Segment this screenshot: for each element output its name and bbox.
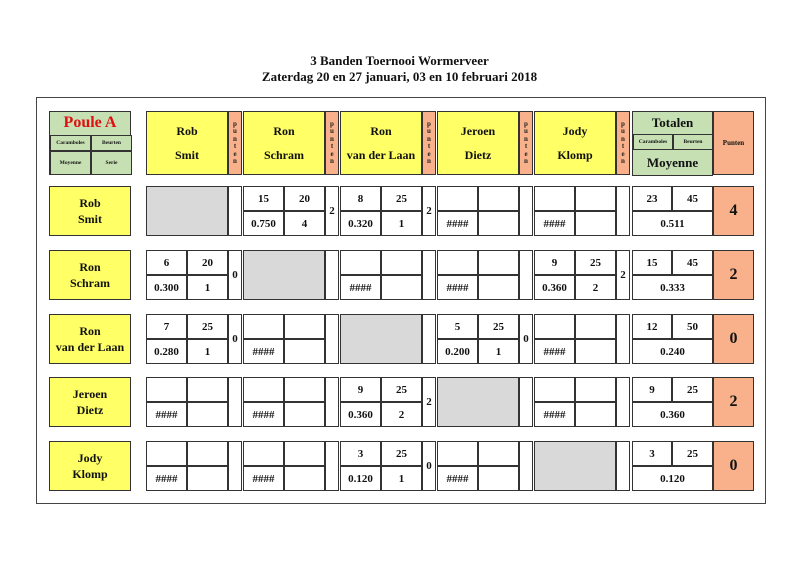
- serie-cell: [284, 339, 325, 364]
- total-moyenne: 0.511: [632, 211, 713, 236]
- beurten-cell: 25: [381, 441, 422, 466]
- moyenne-cell: ####: [243, 402, 284, 427]
- column-header-last-name: van der Laan: [346, 148, 416, 162]
- caramboles-cell: [340, 250, 381, 275]
- match-points: [228, 377, 242, 427]
- caramboles-cell: 7: [146, 314, 187, 339]
- punten-column-header: p u n t e n: [616, 111, 630, 175]
- moyenne-cell: ####: [534, 402, 575, 427]
- serie-cell: [575, 402, 616, 427]
- match-points: [325, 441, 339, 491]
- moyenne-cell: 0.360: [534, 275, 575, 300]
- totals-title: Totalen: [651, 115, 694, 130]
- caramboles-cell: 15: [243, 186, 284, 211]
- match-points: [228, 441, 242, 491]
- row-player-name: [49, 441, 131, 491]
- serie-cell: 1: [381, 466, 422, 491]
- match-points: 0: [422, 441, 436, 491]
- row-first-name: Jody: [77, 451, 103, 465]
- total-caramboles: 3: [632, 441, 672, 466]
- total-beurten: 45: [672, 186, 713, 211]
- serie-cell: 1: [478, 339, 519, 364]
- match-points: 2: [616, 250, 630, 300]
- total-beurten: 45: [672, 250, 713, 275]
- beurten-cell: 20: [284, 186, 325, 211]
- column-header-last-name: Klomp: [557, 148, 593, 162]
- column-header-first-name: Ron: [273, 124, 295, 138]
- serie-cell: [478, 466, 519, 491]
- moyenne-cell: ####: [534, 211, 575, 236]
- match-points: [616, 441, 630, 491]
- row-first-name: Jeroen: [72, 387, 108, 401]
- row-last-name: van der Laan: [55, 340, 125, 354]
- punten-column-header: p u n t e n: [228, 111, 242, 175]
- beurten-cell: [478, 441, 519, 466]
- caramboles-cell: 8: [340, 186, 381, 211]
- match-points: 2: [325, 186, 339, 236]
- punten-column-header: p u n t e n: [325, 111, 339, 175]
- moyenne-cell: ####: [437, 211, 478, 236]
- moyenne-cell: 0.750: [243, 211, 284, 236]
- match-points: [616, 186, 630, 236]
- beurten-cell: [187, 377, 228, 402]
- serie-cell: 4: [284, 211, 325, 236]
- self-match-blank: [243, 250, 325, 300]
- beurten-cell: [187, 441, 228, 466]
- match-points: [519, 250, 533, 300]
- self-match-blank: [340, 314, 422, 364]
- serie-cell: 2: [575, 275, 616, 300]
- serie-cell: [187, 402, 228, 427]
- moyenne-cell: 0.120: [340, 466, 381, 491]
- caramboles-cell: [437, 250, 478, 275]
- match-points: [228, 186, 242, 236]
- caramboles-cell: 9: [340, 377, 381, 402]
- serie-cell: 2: [381, 402, 422, 427]
- match-points: [325, 250, 339, 300]
- beurten-cell: 20: [187, 250, 228, 275]
- caramboles-cell: [534, 314, 575, 339]
- caramboles-cell: [243, 441, 284, 466]
- row-player-name: [49, 377, 131, 427]
- match-points: [519, 186, 533, 236]
- row-first-name: Rob: [79, 196, 101, 210]
- moyenne-cell: 0.300: [146, 275, 187, 300]
- beurten-cell: 25: [381, 186, 422, 211]
- beurten-cell: [478, 186, 519, 211]
- serie-cell: 1: [381, 211, 422, 236]
- serie-cell: [187, 466, 228, 491]
- serie-cell: [284, 402, 325, 427]
- beurten-cell: 25: [187, 314, 228, 339]
- beurten-cell: 25: [575, 250, 616, 275]
- caramboles-cell: [243, 314, 284, 339]
- match-points: 0: [519, 314, 533, 364]
- column-header-player: [243, 111, 325, 175]
- column-header-player: [437, 111, 519, 175]
- moyenne-cell: ####: [340, 275, 381, 300]
- row-last-name: Smit: [78, 212, 102, 226]
- serie-cell: [478, 275, 519, 300]
- beurten-cell: 25: [478, 314, 519, 339]
- moyenne-cell: ####: [437, 466, 478, 491]
- row-last-name: Dietz: [76, 403, 104, 417]
- caramboles-cell: 9: [534, 250, 575, 275]
- serie-cell: 1: [187, 275, 228, 300]
- row-first-name: Ron: [79, 324, 101, 338]
- beurten-cell: [575, 377, 616, 402]
- total-moyenne: 0.240: [632, 339, 713, 364]
- row-player-name: [49, 314, 131, 364]
- serie-cell: [284, 466, 325, 491]
- total-beurten: 25: [672, 377, 713, 402]
- poule-legend-2: Moyenne: [50, 151, 91, 175]
- moyenne-cell: 0.280: [146, 339, 187, 364]
- column-header-last-name: Schram: [264, 148, 304, 162]
- column-header-player: [534, 111, 616, 175]
- totals-sub1: Caramboles: [633, 134, 673, 150]
- row-last-name: Klomp: [72, 467, 108, 481]
- punten-header: Punten: [713, 111, 754, 175]
- moyenne-cell: ####: [146, 402, 187, 427]
- caramboles-cell: [146, 377, 187, 402]
- self-match-blank: [146, 186, 228, 236]
- match-points: 0: [228, 250, 242, 300]
- moyenne-cell: ####: [437, 275, 478, 300]
- total-punten: 0: [713, 314, 754, 364]
- moyenne-cell: 0.200: [437, 339, 478, 364]
- row-player-name: [49, 250, 131, 300]
- totals-moyenne-label: Moyenne: [632, 149, 713, 176]
- caramboles-cell: [146, 441, 187, 466]
- moyenne-cell: ####: [243, 466, 284, 491]
- column-header-first-name: Jeroen: [460, 124, 496, 138]
- moyenne-cell: 0.320: [340, 211, 381, 236]
- caramboles-cell: 5: [437, 314, 478, 339]
- totals-sub2: Beurten: [673, 134, 713, 150]
- total-punten: 4: [713, 186, 754, 236]
- column-header-first-name: Jody: [562, 124, 588, 138]
- match-points: [422, 314, 436, 364]
- total-moyenne: 0.360: [632, 402, 713, 427]
- beurten-cell: [575, 314, 616, 339]
- column-header-first-name: Rob: [176, 124, 198, 138]
- self-match-blank: [437, 377, 519, 427]
- row-first-name: Ron: [79, 260, 101, 274]
- moyenne-cell: ####: [534, 339, 575, 364]
- total-beurten: 50: [672, 314, 713, 339]
- total-caramboles: 9: [632, 377, 672, 402]
- serie-cell: [381, 275, 422, 300]
- caramboles-cell: 6: [146, 250, 187, 275]
- punten-column-header: p u n t e n: [519, 111, 533, 175]
- moyenne-cell: 0.360: [340, 402, 381, 427]
- column-header-last-name: Dietz: [464, 148, 492, 162]
- caramboles-cell: [243, 377, 284, 402]
- match-points: [519, 441, 533, 491]
- match-points: [422, 250, 436, 300]
- match-points: [519, 377, 533, 427]
- serie-cell: [478, 211, 519, 236]
- poule-legend-0: Caramboles: [50, 135, 91, 151]
- moyenne-cell: ####: [243, 339, 284, 364]
- total-moyenne: 0.333: [632, 275, 713, 300]
- match-points: 2: [422, 377, 436, 427]
- totals-header: [632, 111, 713, 175]
- total-caramboles: 23: [632, 186, 672, 211]
- caramboles-cell: [437, 186, 478, 211]
- caramboles-cell: [534, 186, 575, 211]
- beurten-cell: [284, 314, 325, 339]
- match-points: [616, 377, 630, 427]
- beurten-cell: [381, 250, 422, 275]
- row-last-name: Schram: [70, 276, 110, 290]
- column-header-first-name: Ron: [370, 124, 392, 138]
- serie-cell: 1: [187, 339, 228, 364]
- tournament-title: 3 Banden Toernooi Wormerveer: [310, 53, 489, 68]
- poule-legend-3: Serie: [91, 151, 132, 175]
- beurten-cell: [284, 441, 325, 466]
- beurten-cell: 25: [381, 377, 422, 402]
- match-points: [616, 314, 630, 364]
- caramboles-cell: [437, 441, 478, 466]
- beurten-cell: [575, 186, 616, 211]
- total-caramboles: 12: [632, 314, 672, 339]
- column-header-player: [340, 111, 422, 175]
- self-match-blank: [534, 441, 616, 491]
- caramboles-cell: 3: [340, 441, 381, 466]
- total-punten: 0: [713, 441, 754, 491]
- match-points: 2: [422, 186, 436, 236]
- match-points: [325, 377, 339, 427]
- moyenne-cell: ####: [146, 466, 187, 491]
- total-beurten: 25: [672, 441, 713, 466]
- poule-legend-1: Beurten: [91, 135, 132, 151]
- beurten-cell: [284, 377, 325, 402]
- total-moyenne: 0.120: [632, 466, 713, 491]
- beurten-cell: [478, 250, 519, 275]
- total-punten: 2: [713, 250, 754, 300]
- serie-cell: [575, 211, 616, 236]
- total-caramboles: 15: [632, 250, 672, 275]
- punten-column-header: p u n t e n: [422, 111, 436, 175]
- match-points: 0: [228, 314, 242, 364]
- caramboles-cell: [534, 377, 575, 402]
- serie-cell: [575, 339, 616, 364]
- tournament-dates: Zaterdag 20 en 27 januari, 03 en 10 februari 2018: [261, 69, 538, 84]
- poule-header: [49, 111, 131, 175]
- column-header-last-name: Smit: [175, 148, 199, 162]
- column-header-player: [146, 111, 228, 175]
- total-punten: 2: [713, 377, 754, 427]
- match-points: [325, 314, 339, 364]
- row-player-name: [49, 186, 131, 236]
- poule-title: Poule A: [63, 114, 117, 131]
